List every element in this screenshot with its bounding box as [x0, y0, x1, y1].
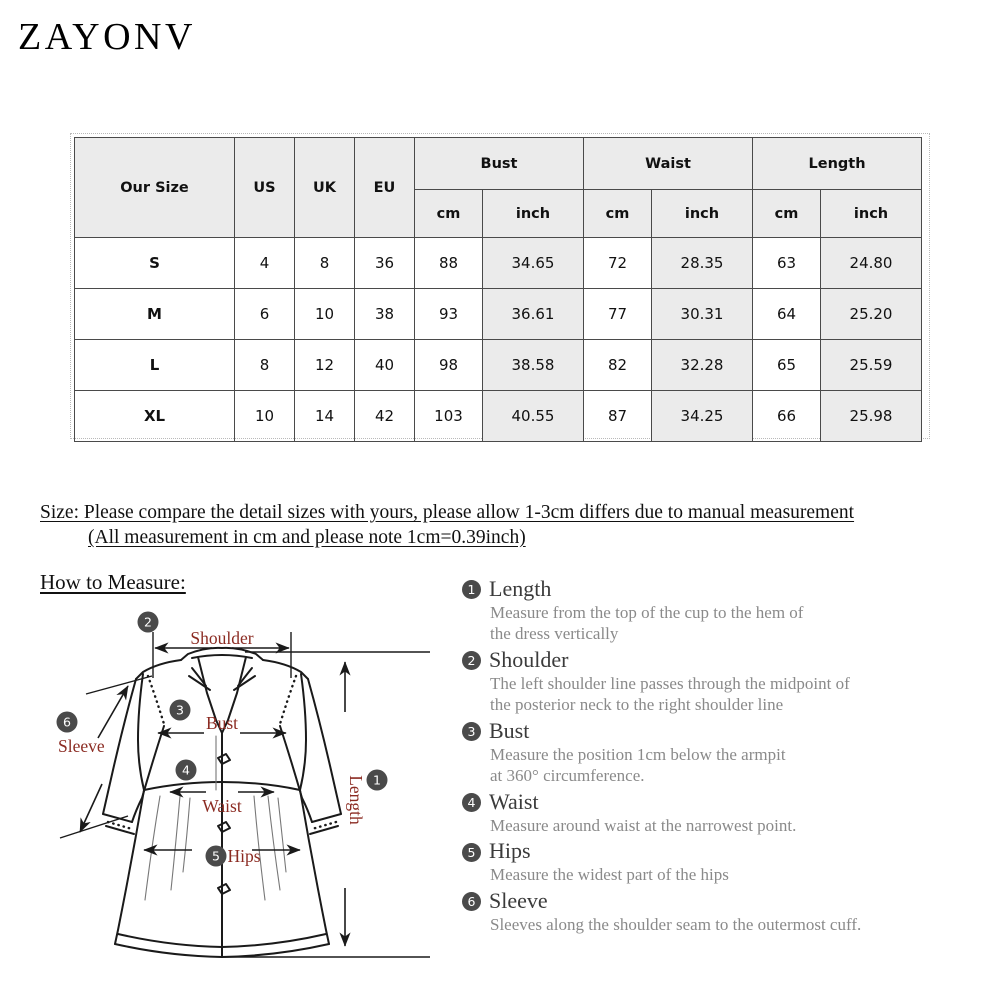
cell-uk: 10 — [295, 289, 355, 340]
cell-length-cm: 65 — [753, 340, 821, 391]
header-bust: Bust — [415, 138, 584, 190]
instruction-list — [462, 576, 982, 937]
cell-bust-cm: 98 — [415, 340, 483, 391]
instruction-number-badge: 2 — [462, 651, 481, 670]
instruction-title: Length — [489, 576, 552, 601]
diagram-label-sleeve: Sleeve — [58, 736, 105, 756]
header-waist: Waist — [584, 138, 753, 190]
size-note-line-1: Size: Please compare the detail sizes with yours, please allow 1-3cm differs due to manual measurement — [40, 502, 855, 523]
header-eu: EU — [355, 138, 415, 238]
badge-hips-number: 5 — [212, 848, 220, 864]
header-length-inch: inch — [821, 190, 922, 238]
instruction-item-shoulder — [462, 647, 982, 716]
cell-bust-inch: 38.58 — [483, 340, 584, 391]
header-us: US — [235, 138, 295, 238]
badge-shoulder-number: 2 — [144, 614, 152, 630]
instruction-description-line: Sleeves along the shoulder seam to the outermost cuff. — [490, 914, 862, 934]
header-length: Length — [753, 138, 922, 190]
cell-eu: 38 — [355, 289, 415, 340]
table-row — [75, 289, 922, 340]
instruction-header — [462, 576, 982, 602]
header-bust-cm: cm — [415, 190, 483, 238]
instruction-description-line: the dress vertically — [490, 624, 619, 644]
instruction-header — [462, 789, 982, 815]
cell-length-inch: 25.59 — [821, 340, 922, 391]
badge-waist-number: 4 — [182, 762, 190, 778]
cell-eu: 36 — [355, 238, 415, 289]
cell-uk: 8 — [295, 238, 355, 289]
cell-bust-inch: 40.55 — [483, 391, 584, 442]
instruction-description-line: the posterior neck to the right shoulder line — [490, 695, 784, 715]
instruction-number-badge: 5 — [462, 843, 481, 862]
table-head — [75, 138, 922, 238]
instruction-number-badge: 1 — [462, 580, 481, 599]
size-note-line-2: (All measurement in cm and please note 1cm=0.39inch) — [88, 527, 526, 548]
cell-size: S — [75, 238, 235, 289]
diagram-label-shoulder: Shoulder — [190, 628, 254, 648]
instruction-description-line: The left shoulder line passes through the midpoint of — [490, 673, 850, 693]
instruction-description-line: Measure from the top of the cup to the hem of — [490, 602, 804, 622]
instruction-description — [490, 914, 982, 936]
cell-length-inch: 25.20 — [821, 289, 922, 340]
cell-waist-cm: 82 — [584, 340, 652, 391]
instruction-item-bust — [462, 718, 982, 787]
size-note — [40, 500, 980, 550]
instruction-description-line: Measure around waist at the narrowest point. — [490, 815, 797, 835]
header-uk: UK — [295, 138, 355, 238]
instruction-description — [490, 673, 982, 716]
header-length-cm: cm — [753, 190, 821, 238]
diagram-label-length: Length — [346, 775, 366, 825]
instruction-title: Hips — [489, 838, 531, 864]
cell-length-cm: 64 — [753, 289, 821, 340]
cell-uk: 12 — [295, 340, 355, 391]
instruction-title: Shoulder — [489, 646, 569, 672]
cell-waist-cm: 72 — [584, 238, 652, 289]
header-our-size: Our Size — [75, 138, 235, 238]
cell-size: XL — [75, 391, 235, 442]
instruction-number-badge: 4 — [462, 793, 481, 812]
instruction-title: Waist — [489, 788, 539, 814]
instruction-number-badge: 3 — [462, 722, 481, 741]
size-chart-table — [74, 137, 922, 442]
cell-bust-inch: 34.65 — [483, 238, 584, 289]
table-header-row-groups — [75, 138, 922, 190]
cell-bust-cm: 93 — [415, 289, 483, 340]
cell-waist-cm: 87 — [584, 391, 652, 442]
cell-bust-cm: 88 — [415, 238, 483, 289]
badge-bust-number: 3 — [176, 702, 184, 718]
cell-waist-cm: 77 — [584, 289, 652, 340]
instruction-number-badge: 6 — [462, 892, 481, 911]
table-row — [75, 238, 922, 289]
cell-waist-inch: 30.31 — [652, 289, 753, 340]
cell-us: 8 — [235, 340, 295, 391]
instruction-header — [462, 647, 982, 673]
header-bust-inch: inch — [483, 190, 584, 238]
cell-waist-inch: 32.28 — [652, 340, 753, 391]
cell-eu: 42 — [355, 391, 415, 442]
cell-size: M — [75, 289, 235, 340]
cell-bust-cm: 103 — [415, 391, 483, 442]
cell-us: 4 — [235, 238, 295, 289]
cell-eu: 40 — [355, 340, 415, 391]
instruction-item-hips — [462, 838, 982, 885]
how-to-measure-heading: How to Measure: — [40, 570, 186, 594]
cell-waist-inch: 28.35 — [652, 238, 753, 289]
instruction-header — [462, 888, 982, 914]
instruction-description — [490, 602, 982, 645]
instruction-description-line: at 360° circumference. — [490, 766, 645, 786]
header-waist-inch: inch — [652, 190, 753, 238]
diagram-label-bust: Bust — [205, 713, 239, 733]
badge-sleeve-number: 6 — [63, 714, 71, 730]
instruction-item-sleeve — [462, 888, 982, 935]
cell-size: L — [75, 340, 235, 391]
table-body — [75, 238, 922, 442]
cell-length-inch: 25.98 — [821, 391, 922, 442]
instruction-description-line: Measure the position 1cm below the armpit — [490, 744, 786, 764]
instruction-description — [490, 815, 982, 837]
cell-length-inch: 24.80 — [821, 238, 922, 289]
badge-length-number: 1 — [373, 772, 381, 788]
instruction-description-line: Measure the widest part of the hips — [490, 865, 729, 885]
instruction-header — [462, 838, 982, 864]
instruction-title: Sleeve — [489, 887, 548, 913]
brand-logo: ZAYONV — [18, 16, 196, 58]
instruction-header — [462, 718, 982, 744]
table-row — [75, 340, 922, 391]
cell-length-cm: 63 — [753, 238, 821, 289]
instruction-title: Bust — [489, 717, 530, 743]
instruction-item-waist — [462, 789, 982, 836]
instruction-description — [490, 744, 982, 787]
cell-waist-inch: 34.25 — [652, 391, 753, 442]
diagram-label-waist: Waist — [202, 796, 242, 816]
cell-length-cm: 66 — [753, 391, 821, 442]
header-waist-cm: cm — [584, 190, 652, 238]
cell-bust-inch: 36.61 — [483, 289, 584, 340]
cell-us: 6 — [235, 289, 295, 340]
table-row — [75, 391, 922, 442]
cell-uk: 14 — [295, 391, 355, 442]
measure-diagram — [40, 600, 450, 990]
instruction-item-length — [462, 576, 982, 645]
cell-us: 10 — [235, 391, 295, 442]
diagram-label-hips: Hips — [227, 846, 261, 866]
instruction-description — [490, 864, 982, 886]
